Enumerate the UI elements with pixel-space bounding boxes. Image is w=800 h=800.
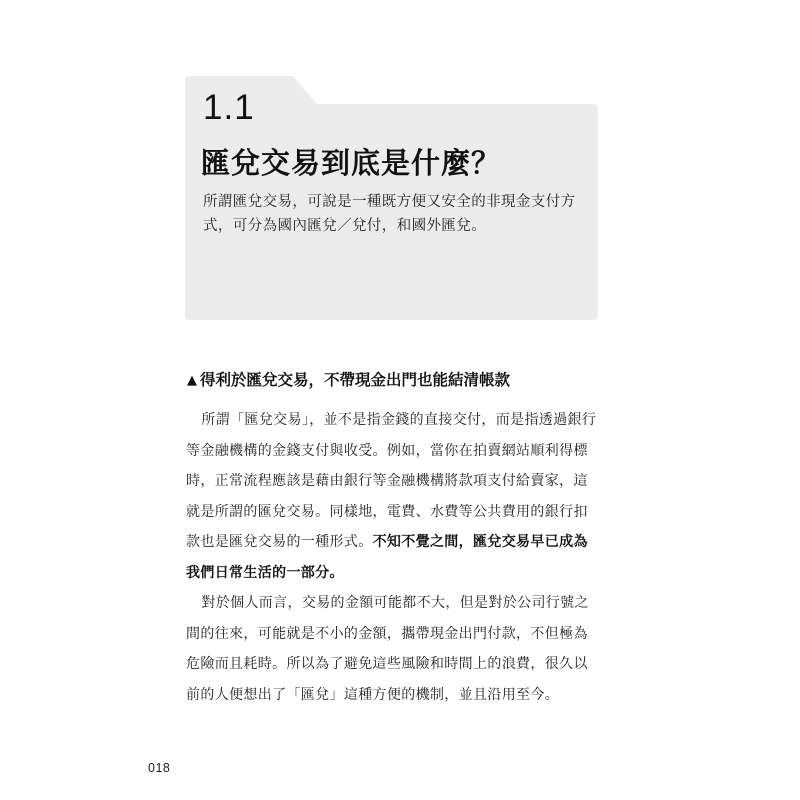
paragraph-1-emphasis: 不知不覺之間，匯兌交易早已成為我們日常生活的一部分。: [186, 534, 588, 581]
paragraph-2: 對於個人而言，交易的金額可能都不大，但是對於公司行號之間的往來，可能就是不小的金額，攜帶現金出門付款，不但極為危險而且耗時。所以為了避免這些風險和時間上的浪費，很久以前的人便想出了「匯兌」這種方便的機制，並且沿用至今。: [186, 595, 589, 703]
section-intro: 所謂匯兌交易，可說是一種既方便又安全的非現金支付方式，可分為國內匯兌／兌付，和國外匯兌。: [203, 194, 576, 234]
section-title: 匯兌交易到底是什麼？: [201, 146, 502, 180]
page-number: 018: [148, 761, 171, 775]
paragraph-1-text: 所謂「匯兌交易」，並不是指金錢的直接交付，而是指透過銀行等金融機構的金錢支付與收受。例如，當你在拍賣網站順利得標時，正常流程應該是藉由銀行等金融機構將款項支付給賣家，這就是所謂的匯兌交易。同樣地，電費、水費等公共費用的銀行扣款也是匯兌交易的一種形式。: [186, 412, 597, 550]
body-text: [186, 405, 601, 710]
triangle-up-icon: ▲: [187, 373, 197, 388]
subheading-text: 得利於匯兌交易，不帶現金出門也能結清帳款: [200, 371, 511, 389]
section-number: 1.1: [203, 88, 255, 127]
subheading: [187, 368, 510, 393]
paragraph-1: [186, 405, 601, 588]
